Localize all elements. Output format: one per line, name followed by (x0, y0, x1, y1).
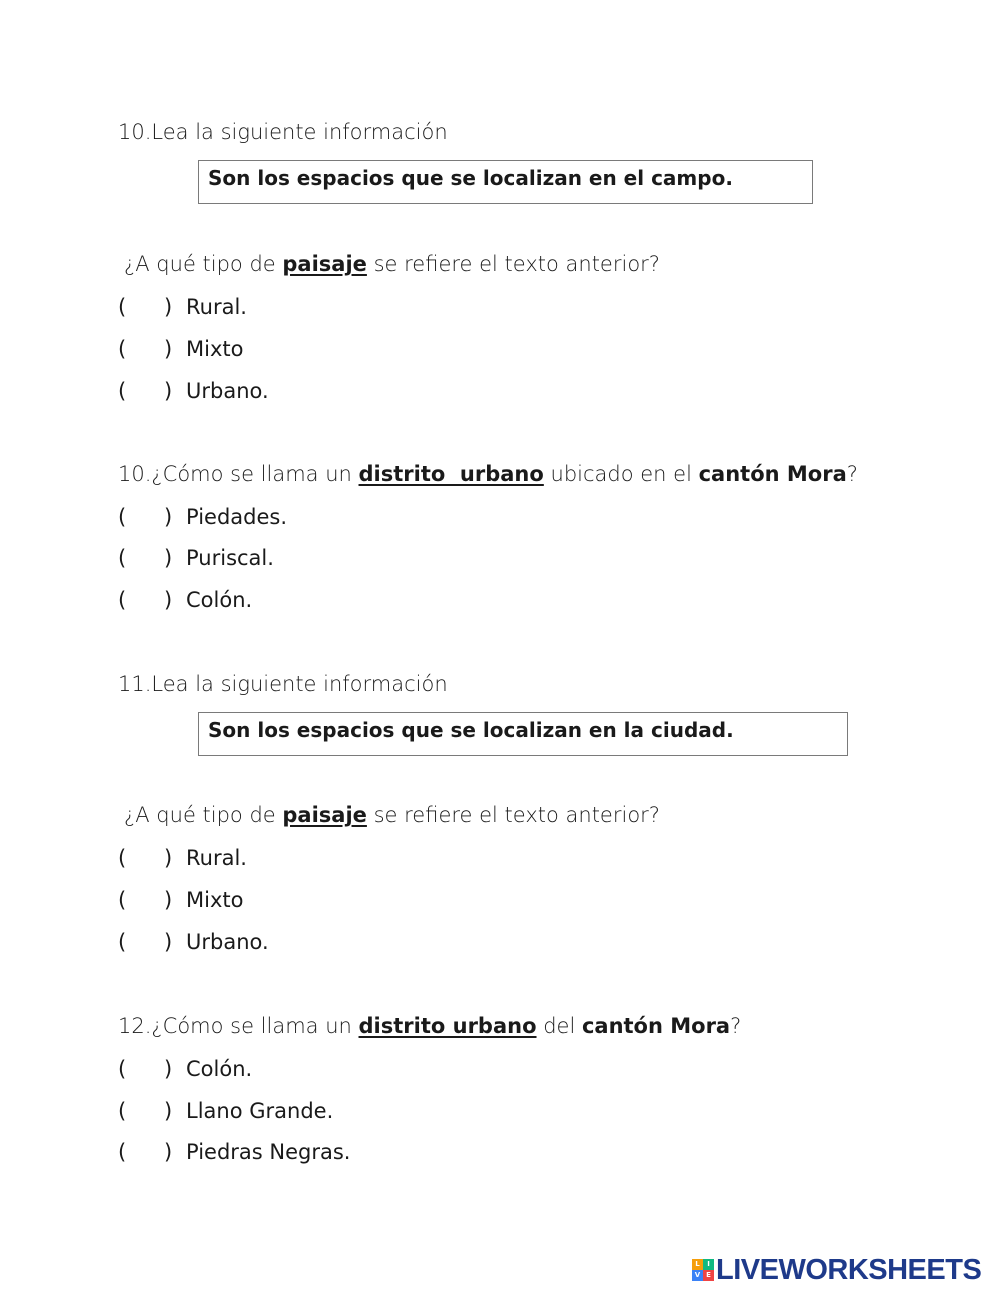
logo-icon-tile: I (703, 1259, 714, 1270)
option-paren-open: ( (118, 1057, 127, 1081)
option-label: Puriscal. (186, 546, 274, 570)
option-label: Piedras Negras. (186, 1140, 351, 1164)
option-paren-open: ( (118, 546, 127, 570)
liveworksheets-logo-text: LIVEWORKSHEETS (716, 1254, 982, 1286)
logo-icon-tile: E (703, 1270, 714, 1281)
option-label: Colón. (186, 1057, 253, 1081)
option-paren-close: ) (164, 588, 173, 612)
section-2-question-pre: 10.¿Cómo se llama un (118, 462, 359, 486)
section-3-info-box (198, 712, 848, 756)
section-4-question (118, 1013, 741, 1039)
section-3-question-pre: ¿A qué tipo de (124, 803, 283, 827)
option-paren-open: ( (118, 505, 127, 529)
section-2-question-post: ? (846, 462, 858, 486)
option-label: Mixto (186, 337, 244, 361)
option-paren-open: ( (118, 888, 127, 912)
option-paren-open: ( (118, 1099, 127, 1123)
option-paren-open: ( (118, 588, 127, 612)
section-1-info-box (198, 160, 813, 204)
section-3-question-keyword: paisaje (282, 803, 367, 827)
section-1-info-text: Son los espacios que se localizan en el campo. (208, 166, 733, 190)
option-paren-close: ) (164, 930, 173, 954)
section-2-question-keyword: distrito urbano (358, 462, 544, 486)
section-1-question-post: se refiere el texto anterior? (366, 252, 660, 276)
option-paren-close: ) (164, 379, 173, 403)
option-paren-close: ) (164, 295, 173, 319)
option-paren-close: ) (164, 888, 173, 912)
liveworksheets-logo-icon (692, 1259, 714, 1281)
option-label: Llano Grande. (186, 1099, 334, 1123)
option-paren-open: ( (118, 379, 127, 403)
section-4-question-post: ? (730, 1014, 742, 1038)
section-3-info-text: Son los espacios que se localizan en la ciudad. (208, 718, 734, 742)
option-label: Urbano. (186, 930, 269, 954)
section-4-question-keyword: distrito urbano (358, 1014, 537, 1038)
option-label: Piedades. (186, 505, 288, 529)
section-1-question-pre: ¿A qué tipo de (124, 252, 283, 276)
option-label: Rural. (186, 846, 247, 870)
option-paren-close: ) (164, 1099, 173, 1123)
section-2-question-mid: ubicado en el (543, 462, 699, 486)
section-2-question (118, 461, 858, 487)
option-paren-open: ( (118, 1140, 127, 1164)
option-label: Colón. (186, 588, 253, 612)
option-paren-close: ) (164, 337, 173, 361)
logo-icon-tile: L (692, 1259, 703, 1270)
logo-icon-tile: V (692, 1270, 703, 1281)
section-3-question-post: se refiere el texto anterior? (366, 803, 660, 827)
option-paren-close: ) (164, 846, 173, 870)
option-paren-close: ) (164, 1140, 173, 1164)
liveworksheets-logo (692, 1256, 981, 1284)
option-paren-close: ) (164, 1057, 173, 1081)
option-paren-open: ( (118, 930, 127, 954)
option-paren-open: ( (118, 337, 127, 361)
section-3-heading: 11.Lea la siguiente información (118, 672, 448, 696)
section-4-question-pre: 12.¿Cómo se llama un (118, 1014, 359, 1038)
section-4-question-bold: cantón Mora (581, 1014, 731, 1038)
option-label: Rural. (186, 295, 247, 319)
option-paren-open: ( (118, 846, 127, 870)
section-1-heading: 10.Lea la siguiente información (118, 120, 448, 144)
option-label: Mixto (186, 888, 244, 912)
option-paren-close: ) (164, 505, 173, 529)
section-2-question-bold: cantón Mora (698, 462, 847, 486)
option-paren-open: ( (118, 295, 127, 319)
option-label: Urbano. (186, 379, 269, 403)
section-1-question (124, 251, 660, 277)
section-3-question (124, 802, 660, 828)
section-1-question-keyword: paisaje (282, 252, 367, 276)
option-paren-close: ) (164, 546, 173, 570)
section-4-question-mid: del (536, 1014, 582, 1038)
